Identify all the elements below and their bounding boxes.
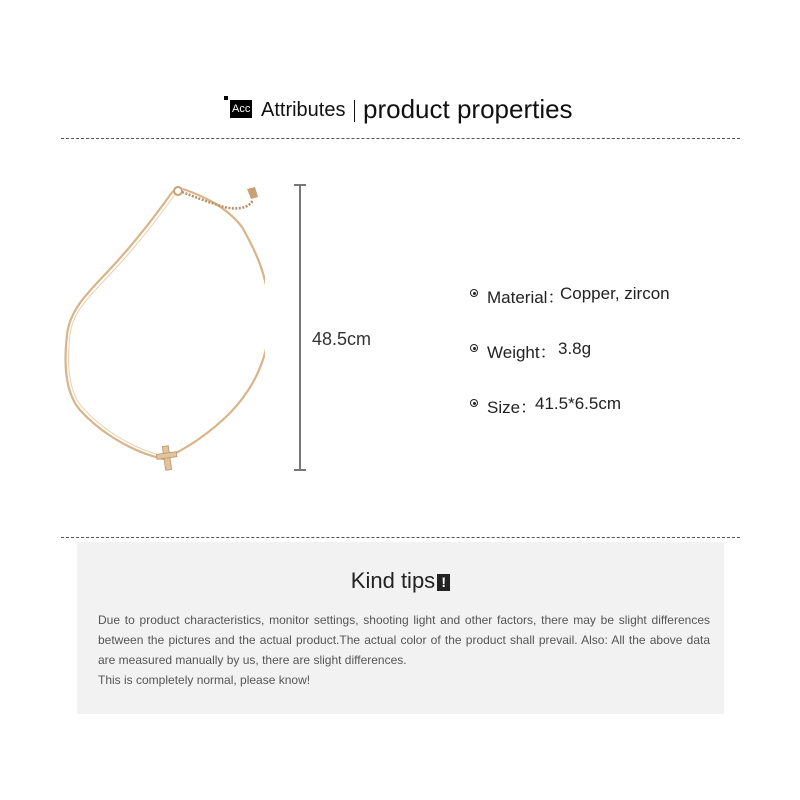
- property-value: Copper, zircon: [560, 284, 670, 303]
- necklace-chain: [66, 189, 265, 459]
- necklace-image: [55, 175, 265, 475]
- top-divider: [61, 138, 740, 139]
- cross-pendant-icon: [155, 445, 178, 472]
- length-measure-bar: [294, 184, 306, 471]
- property-label: Size：: [487, 398, 538, 417]
- section-header: [0, 92, 800, 128]
- bullet-icon: [470, 344, 478, 352]
- kind-tips-text: Due to product characteristics, monitor settings, shooting light and other factors, there may be slight differences between the pictures and the actual product.The actual color of the product shall prevail. Also: All the above data are measured manually by us, there are slight differences.: [98, 613, 710, 667]
- kind-tips-title: [77, 568, 724, 594]
- necklace-chain-inner: [69, 193, 176, 456]
- length-label: 48.5cm: [312, 329, 372, 349]
- header-separator: [354, 100, 355, 122]
- bullet-icon: [470, 289, 478, 297]
- kind-tips-panel: [77, 542, 724, 714]
- kind-tips-title-text: Kind tips: [350, 568, 436, 593]
- page-title: product properties: [363, 94, 573, 124]
- bullet-icon: [470, 399, 478, 407]
- exclamation-icon: !: [437, 574, 450, 591]
- property-label: Weight：: [487, 343, 557, 362]
- bottom-divider: [61, 537, 740, 538]
- clasp-ring: [174, 187, 182, 195]
- property-value: 3.8g: [558, 339, 592, 358]
- header-dot-icon: [224, 96, 228, 100]
- property-label: Material：: [487, 288, 565, 307]
- header-title-en: Attributes: [261, 99, 346, 121]
- extender-tag: [247, 187, 258, 199]
- kind-tips-body: [98, 610, 710, 690]
- header-badge: Acc: [230, 100, 252, 118]
- property-value: 41.5*6.5cm: [535, 394, 621, 413]
- kind-tips-note: This is completely normal, please know!: [98, 673, 311, 687]
